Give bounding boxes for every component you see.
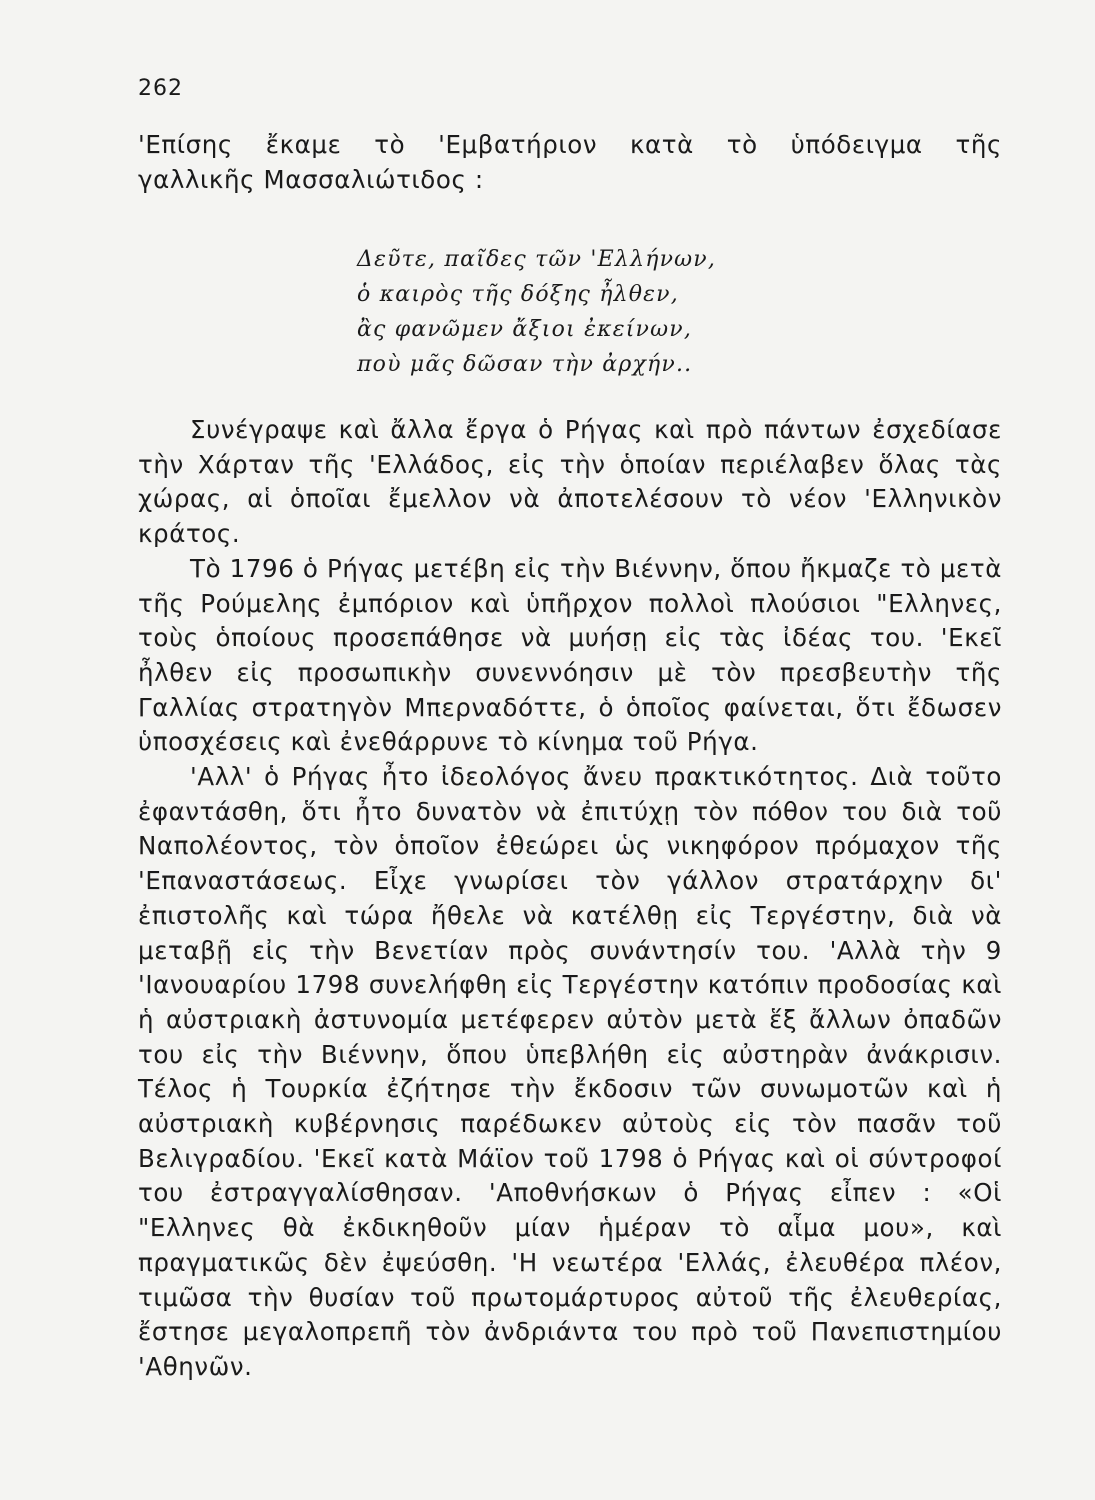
paragraph-map-of-greece: Συνέγραψε καὶ ἄλλα ἔργα ὁ Ρήγας καὶ πρὸ πάντων ἐσχεδίασε τὴν Χάρταν τῆς 'Ελλάδος, εἰς τὴν ὁποίαν περιέλαβεν ὅλας τὰς χώρας, αἱ ὁποῖαι ἔμελλον νὰ ἀποτελέσουν τὸ νέον 'Ελληνικὸν κράτος.: [138, 415, 1002, 549]
poem-verse: ποὺ μᾶς δῶσαν τὴν ἀρχήν..: [357, 352, 693, 377]
poem-quote: [357, 242, 716, 382]
intro-paragraph: [138, 128, 1002, 197]
paragraph-vienna-1796: Τὸ 1796 ὁ Ρήγας μετέβη εἰς τὴν Βιέννην, ὅπου ἤκμαζε τὸ μετὰ τῆς Ρούμελης ἐμπόριον καὶ ὑπῆρχον πολλοὶ πλούσιοι "Ελληνες, τοὺς ὁποίους προσεπάθησε νὰ μυήσῃ εἰς τὰς ἰδέας του. 'Εκεῖ ἦλθεν εἰς προσωπικὴν συνεννόησιν μὲ τὸν πρεσβευτὴν τῆς Γαλλίας στρατηγὸν Μπερναδόττε, ὁ ὁποῖος φαίνεται, ὅτι ἔδωσεν ὑποσχέσεις καὶ ἐνεθάρρυνε τὸ κίνημα τοῦ Ρήγα.: [138, 553, 1002, 757]
poem-verse: Δεῦτε, παῖδες τῶν 'Ελλήνων,: [357, 247, 717, 272]
paragraph-arrest-and-death: 'Αλλ' ὁ Ρήγας ἦτο ἰδεολόγος ἄνευ πρακτικότητος. Διὰ τοῦτο ἐφαντάσθη, ὅτι ἦτο δυνατὸν νὰ ἐπιτύχῃ τὸν πόθον του διὰ τοῦ Ναπολέοντος, τὸν ὁποῖον ἐθεώρει ὡς νικηφόρον πρόμαχον τῆς 'Επαναστάσεως. Εἶχε γνωρίσει τὸν γάλλον στρατάρχην δι' ἐπιστολῆς καὶ τώρα ἤθελε νὰ κατέλθῃ εἰς Τεργέστην, διὰ νὰ μεταβῇ εἰς τὴν Βενετίαν πρὸς συνάντησίν του. 'Αλλὰ τὴν 9 'Ιανουαρίου 1798 συνελήφθη εἰς Τεργέστην κατόπιν προδοσίας καὶ ἡ αὐστριακὴ ἀστυνομία μετέφερεν αὐτὸν μετὰ ἕξ ἄλλων ὀπαδῶν του εἰς τὴν Βιέννην, ὅπου ὑπεβλήθη εἰς αὐστηρὰν ἀνάκρισιν. Τέλος ἡ Τουρκία ἐζήτησε τὴν ἔκδοσιν τῶν συνωμοτῶν καὶ ἡ αὐστριακὴ κυβέρνησις παρέδωκεν αὐτοὺς εἰς τὸν πασᾶν τοῦ Βελιγραδίου. 'Εκεῖ κατὰ Μάϊον τοῦ 1798 ὁ Ρήγας καὶ οἱ σύντροφοί του ἐστραγγαλίσθησαν. 'Αποθνήσκων ὁ Ρήγας εἶπεν : «Οἱ "Ελληνες θὰ ἐκδικηθοῦν μίαν ἡμέραν τὸ αἷμα μου», καὶ πραγματικῶς δὲν ἐψεύσθη. 'Η νεωτέρα 'Ελλάς, ἐλευθέρα πλέον, τιμῶσα τὴν θυσίαν τοῦ πρωτομάρτυρος αὐτοῦ τῆς ἐλευθερίας, ἔστησε μεγαλοπρεπῆ τὸν ἀνδριάντα του πρὸ τοῦ Πανεπιστημίου 'Αθηνῶν.: [138, 762, 1002, 1381]
poem-verse: ὁ καιρὸς τῆς δόξης ἦλθεν,: [357, 282, 679, 307]
poem-verse: ἂς φανῶμεν ἄξιοι ἐκείνων,: [357, 317, 693, 342]
intro-line: γαλλικῆς Μασσαλιώτιδος :: [138, 164, 484, 194]
main-text: [138, 413, 1002, 1385]
page-number: 262: [138, 76, 183, 101]
intro-line: 'Επίσης ἔκαμε τὸ 'Εμβατήριον κατὰ τὸ ὑπόδειγμα τῆς: [138, 130, 1002, 159]
